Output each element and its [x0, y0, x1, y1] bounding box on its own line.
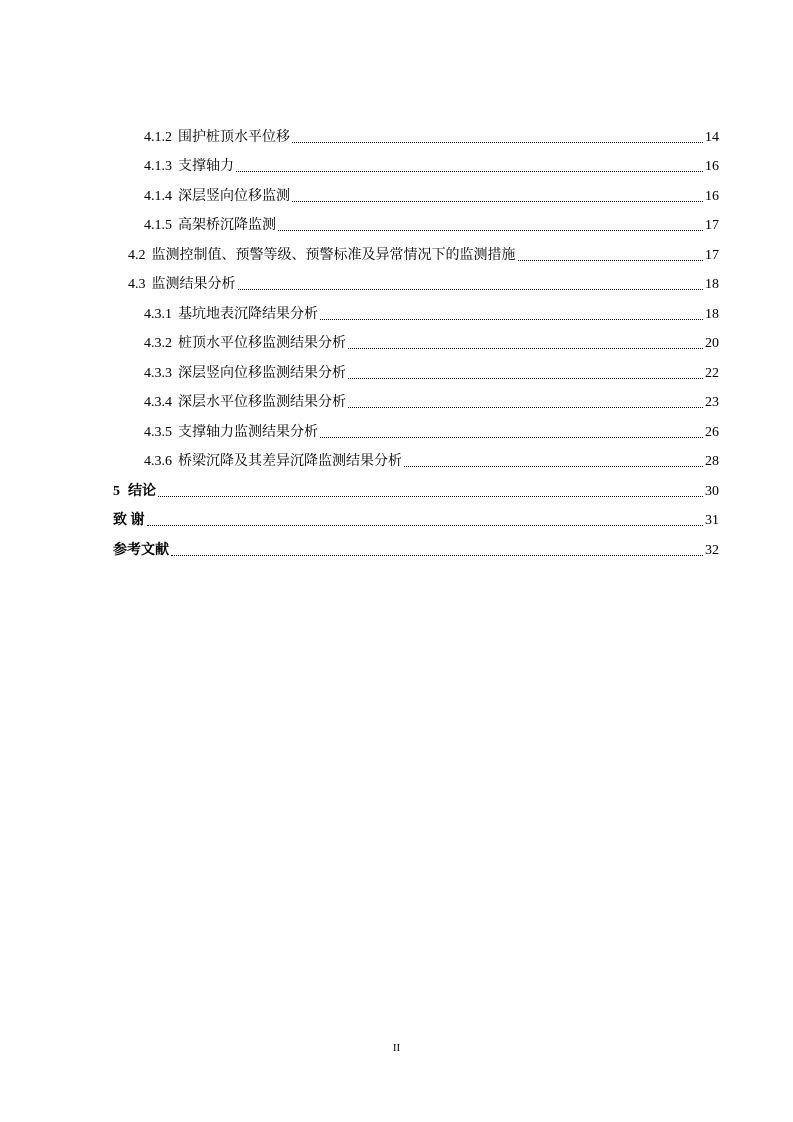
toc-entry-page: 30 [705, 483, 719, 499]
toc-entry-number: 4.3.3 [144, 365, 172, 381]
toc-entry-page: 16 [705, 188, 719, 204]
toc-dot-leader [320, 319, 703, 320]
toc-entry-4-3-6[interactable] [113, 442, 719, 472]
toc-entry-title: 高架桥沉降监测 [178, 218, 276, 233]
toc-entry-page: 20 [705, 336, 719, 351]
toc-entry-number: 4.3.4 [144, 395, 172, 410]
toc-entry-4-3-2[interactable] [113, 324, 719, 354]
toc-dot-leader [238, 289, 704, 290]
toc-entry-number: 4.3 [128, 277, 146, 292]
toc-entry-title: 围护桩顶水平位移 [178, 129, 290, 145]
toc-entry-page: 22 [705, 365, 719, 381]
toc-entry-4-3-5[interactable] [113, 412, 719, 442]
table-of-contents [113, 117, 719, 560]
page-number: II [392, 1042, 401, 1054]
toc-entry-page: 18 [705, 277, 719, 292]
toc-entry-number: 4.2 [128, 247, 146, 263]
toc-dot-leader [278, 230, 703, 231]
toc-entry-4-3-1[interactable] [113, 294, 719, 324]
toc-entry-number: 4.3.6 [144, 454, 172, 469]
toc-entry-page: 31 [705, 513, 719, 528]
toc-entry-title: 结论 [128, 483, 156, 499]
toc-entry-4-3-4[interactable] [113, 383, 719, 413]
toc-entry-title: 桩顶水平位移监测结果分析 [178, 336, 346, 351]
toc-entry-title: 支撑轴力 [178, 159, 234, 174]
toc-dot-leader [147, 525, 704, 526]
toc-entry-page: 17 [705, 247, 719, 263]
toc-entry-4-1-2[interactable] [113, 117, 719, 147]
toc-entry-title: 参考文献 [113, 542, 169, 558]
toc-dot-leader [518, 260, 704, 261]
toc-dot-leader [348, 407, 703, 408]
toc-entry-number: 4.3.5 [144, 424, 172, 440]
toc-entry-title: 支撑轴力监测结果分析 [178, 424, 318, 440]
toc-entry-page: 26 [705, 424, 719, 440]
toc-entry-title: 深层竖向位移监测结果分析 [178, 365, 346, 381]
toc-dot-leader [236, 171, 703, 172]
toc-dot-leader [348, 348, 703, 349]
toc-entry-page: 14 [705, 129, 719, 145]
toc-entry-title: 深层水平位移监测结果分析 [178, 395, 346, 410]
toc-entry-title: 监测结果分析 [151, 277, 236, 292]
toc-entry-4-1-3[interactable] [113, 147, 719, 177]
toc-entry-title: 致 谢 [113, 513, 145, 528]
toc-entry-5[interactable] [113, 471, 719, 501]
toc-entry-page: 18 [705, 306, 719, 322]
toc-entry-4-1-4[interactable] [113, 176, 719, 206]
toc-entry-page: 28 [705, 454, 719, 469]
toc-entry-4-3-3[interactable] [113, 353, 719, 383]
toc-entry-page: 16 [705, 159, 719, 174]
toc-dot-leader [348, 378, 703, 379]
toc-entry-number: 4.1.2 [144, 129, 172, 145]
toc-entry-title: 深层竖向位移监测 [178, 188, 290, 204]
toc-entry-page: 23 [705, 395, 719, 410]
toc-dot-leader [404, 466, 703, 467]
toc-entry-number: 4.3.1 [144, 306, 172, 322]
toc-entry-title: 基坑地表沉降结果分析 [178, 306, 318, 322]
toc-entry-number: 5 [113, 483, 120, 499]
toc-entry-number: 4.3.2 [144, 336, 172, 351]
toc-entry-4-3[interactable] [113, 265, 719, 295]
toc-entry-4-1-5[interactable] [113, 206, 719, 236]
toc-entry-4-2[interactable] [113, 235, 719, 265]
toc-dot-leader [171, 555, 703, 556]
toc-dot-leader [320, 437, 703, 438]
toc-entry-number: 4.1.4 [144, 188, 172, 204]
toc-entry-title: 桥梁沉降及其差异沉降监测结果分析 [178, 454, 402, 469]
toc-entry-number: 4.1.5 [144, 218, 172, 233]
toc-entry-acknowledgements[interactable] [113, 501, 719, 531]
toc-entry-page: 32 [705, 542, 719, 558]
toc-dot-leader [292, 142, 703, 143]
toc-entry-title: 监测控制值、预警等级、预警标准及异常情况下的监测措施 [151, 247, 516, 263]
toc-dot-leader [292, 201, 703, 202]
toc-entry-number: 4.1.3 [144, 159, 172, 174]
toc-entry-page: 17 [705, 218, 719, 233]
toc-dot-leader [158, 496, 703, 497]
toc-entry-references[interactable] [113, 530, 719, 560]
